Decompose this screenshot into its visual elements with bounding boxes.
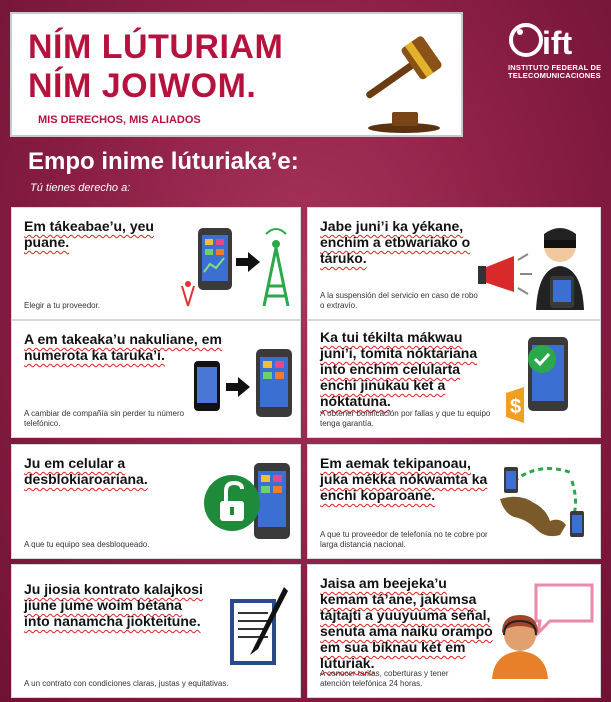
card-caption: A conocer tarifas, coberturas y tener atención telefónica 24 horas. <box>320 669 449 688</box>
card-title: Jaisa am beejeka’u kemam tá’ane, jakumsa tájtajti a yuuyuuma señal, senuta ama naiku orampo em sua bíknau két em lúturiak. <box>320 575 493 671</box>
header-panel <box>10 12 463 137</box>
rights-subheading: Tú tienes derecho a: <box>30 182 131 194</box>
contract-pen-icon <box>224 585 294 669</box>
support-agent-icon <box>488 579 596 679</box>
card-title: A em takeaka’u nakuliane, em numerota ka taruka’i. <box>24 331 222 363</box>
card-title: Ju em celular a desblokiaroariana. <box>24 455 148 487</box>
unlocked-phone-icon <box>202 459 298 547</box>
phone-to-tower-icon <box>180 220 300 312</box>
svg-text:$: $ <box>510 396 522 418</box>
right-card-rates-support <box>307 564 601 698</box>
title-line-2: NÍM JOIWOM. <box>28 67 257 105</box>
ift-name-line-2: TELECOMUNICACIONES <box>508 71 601 80</box>
right-card-no-long-distance <box>307 444 601 559</box>
right-card-fair-contract <box>11 564 301 698</box>
phone-money-check-icon <box>498 331 598 427</box>
card-title: Em tákeabae’u, yeu puane. <box>24 218 154 250</box>
main-title <box>28 28 283 106</box>
title-line-1: NÍM LÚTURIAM <box>28 28 284 66</box>
card-caption: A obtener bonificación por fallas y que tu equipo tenga garantía. <box>320 409 491 428</box>
card-caption: A la suspensión del servicio en caso de robo o extravío. <box>320 291 478 310</box>
card-caption: A cambiar de compañía sin perder tu número telefónico. <box>24 409 185 428</box>
card-title: Em aemak tekipanoau, juka mékka nókwamta ka enchi koparoane. <box>320 455 488 503</box>
main-subtitle: MIS DERECHOS, MIS ALIADOS <box>38 114 201 126</box>
card-caption: A que tu equipo sea desbloqueado. <box>24 540 150 549</box>
card-caption: Elegir a tu proveedor. <box>24 301 101 310</box>
rights-heading: Empo inime lúturiaka’e: <box>28 148 299 175</box>
right-card-unlock <box>11 444 301 559</box>
phone-switch-icon <box>192 345 298 421</box>
gavel-icon <box>342 30 457 135</box>
card-caption: A un contrato con condiciones claras, justas y equitativas. <box>24 679 229 688</box>
card-caption: A que tu proveedor de telefonía no te cobre por larga distancia nacional. <box>320 530 488 549</box>
card-title: Jabe juni’i ka yékane, enchim a etbwariako o táruko. <box>320 218 471 266</box>
card-title: Ka tui tékilta mákwau juni’i, tomita nóktariana into enchim celularta enchi jinukau ket a nóktatuna. <box>320 329 478 409</box>
ift-name <box>508 64 608 80</box>
right-card-theft-suspension <box>307 207 601 320</box>
ift-wordmark: ift <box>542 25 573 61</box>
right-card-compensation <box>307 320 601 438</box>
right-card-keep-number <box>11 320 301 438</box>
mexico-map-phones-icon <box>490 459 596 547</box>
right-card-choose-provider <box>11 207 301 320</box>
thief-megaphone-icon <box>478 220 596 312</box>
card-title: Ju jiosia kontrato kalajkosi jiune jume woim bétana into nanamcha jiokteitune. <box>24 581 203 629</box>
ift-name-line-1: INSTITUTO FEDERAL DE <box>508 63 602 72</box>
ift-logo-mark <box>508 20 598 62</box>
